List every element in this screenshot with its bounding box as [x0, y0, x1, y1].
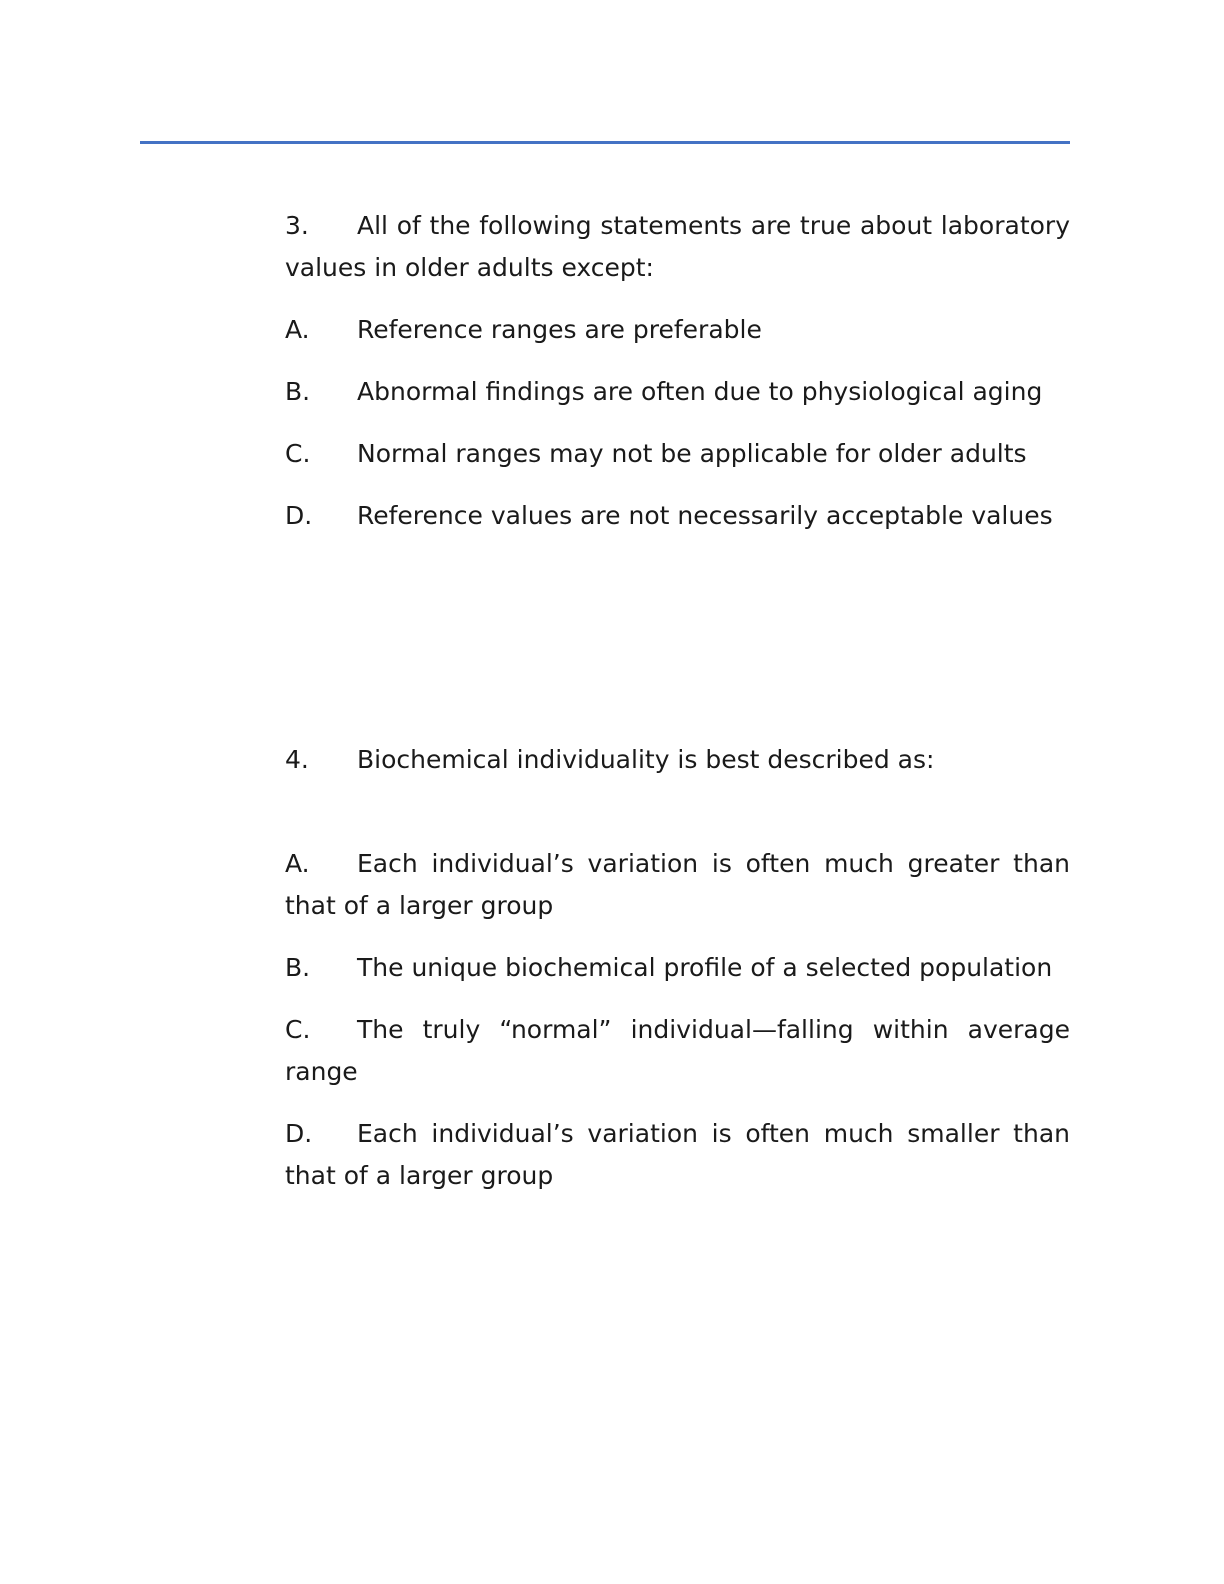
question-4 — [285, 739, 1070, 1197]
question-stem — [285, 205, 1070, 289]
option-b — [285, 947, 1070, 989]
option-d — [285, 495, 1070, 537]
spacer — [285, 781, 1070, 843]
option-letter: D. — [285, 1119, 313, 1148]
option-text: The unique biochemical profile of a selected population — [357, 953, 1053, 982]
header-rule — [140, 141, 1070, 144]
option-a — [285, 843, 1070, 927]
question-stem — [285, 739, 1070, 781]
option-text: Reference ranges are preferable — [357, 315, 762, 344]
question-3 — [285, 205, 1070, 537]
option-c — [285, 1009, 1070, 1093]
option-letter: C. — [285, 1015, 311, 1044]
option-letter: C. — [285, 439, 311, 468]
option-letter: A. — [285, 849, 310, 878]
option-b — [285, 371, 1070, 413]
option-letter: B. — [285, 377, 311, 406]
question-number: 4. — [285, 745, 309, 774]
option-d — [285, 1113, 1070, 1197]
question-text: Biochemical individuality is best described as: — [357, 745, 935, 774]
option-letter: A. — [285, 315, 310, 344]
option-text: Normal ranges may not be applicable for older adults — [357, 439, 1027, 468]
option-text: The truly “normal” individual—falling within average range — [285, 1015, 1070, 1086]
option-text: Reference values are not necessarily acceptable values — [357, 501, 1053, 530]
spacer — [285, 557, 1070, 739]
document-body — [285, 205, 1070, 1217]
option-text: Abnormal findings are often due to physiological aging — [357, 377, 1043, 406]
option-letter: D. — [285, 501, 313, 530]
option-letter: B. — [285, 953, 311, 982]
option-c — [285, 433, 1070, 475]
option-text: Each individual’s variation is often much greater than that of a larger group — [285, 849, 1070, 920]
question-text: All of the following statements are true about laboratory values in older adults except: — [285, 211, 1070, 282]
option-text: Each individual’s variation is often much smaller than that of a larger group — [285, 1119, 1070, 1190]
question-number: 3. — [285, 211, 309, 240]
option-a — [285, 309, 1070, 351]
